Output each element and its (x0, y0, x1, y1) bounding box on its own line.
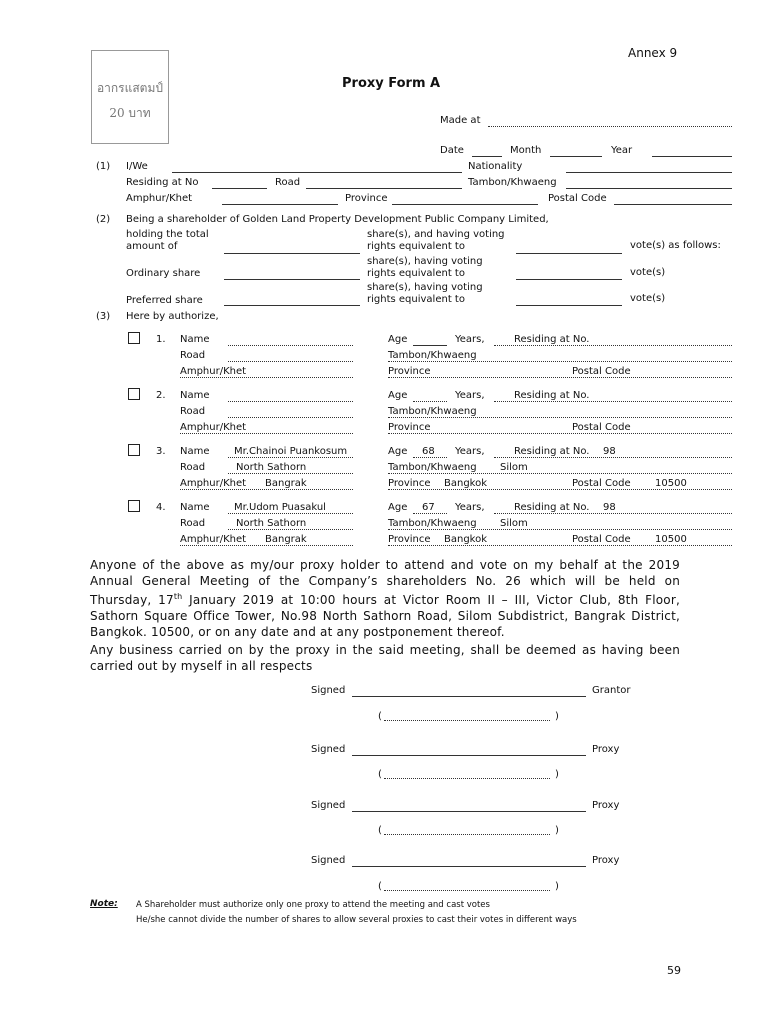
proxy-name-field-1[interactable] (384, 778, 550, 779)
proxy-3-number: 3. (156, 446, 166, 457)
meeting-paragraph-text-a: Anyone of the above as my/our proxy holder to attend and vote on my behalf at the 2019 Annual General Meeting of the Company’s shareholders No. 26 which will be held on Thursday, 17 (90, 558, 680, 607)
proxy-4-residing-field[interactable] (494, 513, 732, 514)
proxy-4-amphur-field[interactable] (180, 545, 353, 546)
proxy-role-label-1: Proxy (592, 744, 620, 755)
proxy-1-name-field[interactable] (228, 345, 353, 346)
proxy-3-residing-field[interactable] (494, 457, 732, 458)
proxy-2-province-label: Province (388, 422, 431, 433)
name-open-paren-1: ( (378, 711, 382, 722)
proxy-3-age-value: 68 (422, 446, 435, 457)
residing-label: Residing at No (126, 177, 199, 188)
preferred-share-label: Preferred share (126, 295, 203, 306)
preferred-shares-field[interactable] (224, 305, 360, 306)
proxy-signature-field-1[interactable] (352, 755, 586, 756)
proxy-1-checkbox[interactable] (128, 332, 140, 344)
proxy-4-road-value: North Sathorn (236, 518, 307, 529)
proxy-1-residing-field[interactable] (494, 345, 732, 346)
proxy-3-amphur-value: Bangrak (265, 478, 307, 489)
month-label: Month (510, 145, 542, 156)
proxy-3-tambon-label: Tambon/Khwaeng (388, 462, 477, 473)
nationality-label: Nationality (468, 161, 523, 172)
note-label: Note: (90, 899, 118, 909)
road-label: Road (275, 177, 301, 188)
proxy-3-postal-label: Postal Code (572, 478, 631, 489)
proxy-2-postal-label: Postal Code (572, 422, 631, 433)
proxy-4-name-label: Name (180, 502, 210, 513)
nationality-field[interactable] (566, 172, 732, 173)
grantor-signature-field[interactable] (352, 696, 586, 697)
proxy-4-name-field[interactable] (228, 513, 353, 514)
proxy-3-residing-value: 98 (603, 446, 616, 457)
ordinary-shares-field[interactable] (224, 279, 360, 280)
proxy-4-residing-label: Residing at No. (514, 502, 590, 513)
meeting-paragraph-sup: th (173, 592, 183, 601)
shares-a-line2: rights equivalent to (367, 241, 465, 252)
proxy-3-tambon-value: Silom (500, 462, 528, 473)
revenue-stamp-box (91, 50, 169, 144)
proxy-4-tambon-value: Silom (500, 518, 528, 529)
proxy-1-postal-label: Postal Code (572, 366, 631, 377)
votes-b-label: vote(s) (630, 267, 666, 278)
proxy-1-amphur-label: Amphur/Khet (180, 366, 247, 377)
preferred-votes-field[interactable] (516, 305, 622, 306)
proxy-4-province-label: Province (388, 534, 431, 545)
page-title: Proxy Form A (342, 76, 441, 91)
proxy-3-name-field[interactable] (228, 457, 353, 458)
section2-number: (2) (96, 214, 111, 225)
shares-b-line1: share(s), having voting (367, 256, 483, 267)
proxy-1-years-label: Years, (455, 334, 485, 345)
made-at-field[interactable] (488, 126, 732, 127)
proxy-4-amphur-label: Amphur/Khet (180, 534, 247, 545)
proxy-4-age-value: 67 (422, 502, 435, 513)
proxy-signature-field-2[interactable] (352, 811, 586, 812)
name-close-paren-2: ) (555, 769, 559, 780)
shareholder-statement: Being a shareholder of Golden Land Property Development Public Company Limited, (126, 214, 549, 225)
proxy-1-amphur-field[interactable] (180, 377, 353, 378)
proxy-3-name-label: Name (180, 446, 210, 457)
proxy-4-years-label: Years, (455, 502, 485, 513)
proxy-1-road-field[interactable] (228, 361, 353, 362)
proxy-name-field-3[interactable] (384, 890, 550, 891)
proxy-2-name-field[interactable] (228, 401, 353, 402)
proxy-4-number: 4. (156, 502, 166, 513)
proxy-2-number: 2. (156, 390, 166, 401)
proxy-1-province-label: Province (388, 366, 431, 377)
grantor-name-field[interactable] (384, 720, 550, 721)
proxy-3-residing-label: Residing at No. (514, 446, 590, 457)
month-field[interactable] (550, 156, 602, 157)
proxy-4-postal-value: 10500 (655, 534, 687, 545)
made-at-label: Made at (440, 115, 481, 126)
section3-number: (3) (96, 311, 111, 322)
ordinary-share-label: Ordinary share (126, 268, 201, 279)
note-line-2: He/she cannot divide the number of shares to allow several proxies to cast their votes in different ways (136, 915, 577, 925)
note-line-1: A Shareholder must authorize only one proxy to attend the meeting and cast votes (136, 900, 490, 910)
name-open-paren-4: ( (378, 881, 382, 892)
shares-a-line1: share(s), and having voting (367, 229, 505, 240)
stamp-text-line2: 20 บาท (109, 106, 151, 120)
proxy-role-label-3: Proxy (592, 855, 620, 866)
proxy-3-road-value: North Sathorn (236, 462, 307, 473)
road-field[interactable] (306, 188, 462, 189)
proxy-4-name-value: Mr.Udom Puasakul (234, 502, 326, 513)
business-paragraph: Any business carried on by the proxy in the said meeting, shall be deemed as having been carried out by myself in all respects (90, 643, 680, 673)
signed-label-1: Signed (311, 685, 346, 696)
proxy-1-residing-label: Residing at No. (514, 334, 590, 345)
date-label: Date (440, 145, 464, 156)
proxy-4-amphur-value: Bangrak (265, 534, 307, 545)
stamp-text-line1: อากรแสตมป์ (96, 81, 164, 95)
name-open-paren-2: ( (378, 769, 382, 780)
proxy-4-tambon-field[interactable] (388, 529, 732, 530)
proxy-1-number: 1. (156, 334, 166, 345)
residing-field[interactable] (212, 188, 267, 189)
proxy-2-road-field[interactable] (228, 417, 353, 418)
proxy-4-age-label: Age (388, 502, 408, 513)
proxy-2-age-label: Age (388, 390, 408, 401)
proxy-3-amphur-field[interactable] (180, 489, 353, 490)
proxy-4-residing-value: 98 (603, 502, 616, 513)
proxy-2-road-label: Road (180, 406, 206, 417)
votes-c-label: vote(s) (630, 293, 666, 304)
amphur-field[interactable] (222, 204, 338, 205)
iwe-label: I/We (126, 161, 148, 172)
proxy-2-tambon-field[interactable] (388, 417, 732, 418)
proxy-3-age-label: Age (388, 446, 408, 457)
proxy-3-road-label: Road (180, 462, 206, 473)
proxy-1-age-label: Age (388, 334, 408, 345)
proxy-name-field-2[interactable] (384, 834, 550, 835)
annex-label: Annex 9 (628, 46, 678, 60)
proxy-3-years-label: Years, (455, 446, 485, 457)
proxy-3-tambon-field[interactable] (388, 473, 732, 474)
ordinary-votes-field[interactable] (516, 279, 622, 280)
proxy-1-province-field[interactable] (388, 377, 732, 378)
proxy-3-province-label: Province (388, 478, 431, 489)
name-open-paren-3: ( (378, 825, 382, 836)
year-field[interactable] (652, 156, 732, 157)
signed-label-4: Signed (311, 855, 346, 866)
tambon-field[interactable] (566, 188, 732, 189)
amphur-label: Amphur/Khet (126, 193, 193, 204)
date-field[interactable] (472, 156, 502, 157)
proxy-2-residing-field[interactable] (494, 401, 732, 402)
postal-field[interactable] (614, 204, 732, 205)
proxy-2-name-label: Name (180, 390, 210, 401)
page-number: 59 (667, 964, 681, 977)
iwe-field[interactable] (172, 172, 462, 173)
proxy-1-tambon-label: Tambon/Khwaeng (388, 350, 477, 361)
proxy-2-tambon-label: Tambon/Khwaeng (388, 406, 477, 417)
proxy-4-tambon-label: Tambon/Khwaeng (388, 518, 477, 529)
holding-label-2: amount of (126, 241, 178, 252)
proxy-1-age-field[interactable] (413, 345, 447, 346)
proxy-3-province-field[interactable] (388, 489, 732, 490)
proxy-1-tambon-field[interactable] (388, 361, 732, 362)
proxy-2-amphur-label: Amphur/Khet (180, 422, 247, 433)
proxy-1-name-label: Name (180, 334, 210, 345)
tambon-label: Tambon/Khwaeng (468, 177, 557, 188)
proxy-3-amphur-label: Amphur/Khet (180, 478, 247, 489)
province-field[interactable] (392, 204, 538, 205)
meeting-paragraph-text-b: January 2019 at 10:00 hours at Victor Room II – III, Victor Club, 8th Floor, Sathorn Square Office Tower, No.98 North Sathorn Road, Silom Subdistrict, Bangrak District, Bangkok. 10500, or on any date and at any postponement thereof. (90, 593, 680, 639)
signed-label-3: Signed (311, 800, 346, 811)
proxy-2-checkbox[interactable] (128, 388, 140, 400)
proxy-3-checkbox[interactable] (128, 444, 140, 456)
total-shares-field[interactable] (224, 253, 360, 254)
proxy-2-province-field[interactable] (388, 433, 732, 434)
shares-c-line2: rights equivalent to (367, 294, 465, 305)
proxy-2-age-field[interactable] (413, 401, 447, 402)
proxy-4-road-field[interactable] (228, 529, 353, 530)
grantor-label: Grantor (592, 685, 631, 696)
proxy-3-age-field[interactable] (413, 457, 447, 458)
province-label: Province (345, 193, 388, 204)
name-close-paren-3: ) (555, 825, 559, 836)
proxy-2-years-label: Years, (455, 390, 485, 401)
name-close-paren-4: ) (555, 881, 559, 892)
proxy-1-road-label: Road (180, 350, 206, 361)
votes-a-label: vote(s) as follows: (630, 240, 721, 251)
proxy-role-label-2: Proxy (592, 800, 620, 811)
proxy-signature-field-3[interactable] (352, 866, 586, 867)
postal-label: Postal Code (548, 193, 607, 204)
proxy-3-road-field[interactable] (228, 473, 353, 474)
proxy-4-province-value: Bangkok (444, 534, 488, 545)
proxy-3-province-value: Bangkok (444, 478, 488, 489)
total-votes-field[interactable] (516, 253, 622, 254)
proxy-4-age-field[interactable] (413, 513, 447, 514)
year-label: Year (611, 145, 633, 156)
meeting-paragraph (90, 557, 680, 640)
proxy-4-road-label: Road (180, 518, 206, 529)
proxy-2-residing-label: Residing at No. (514, 390, 590, 401)
shares-c-line1: share(s), having voting (367, 282, 483, 293)
proxy-3-postal-value: 10500 (655, 478, 687, 489)
proxy-4-checkbox[interactable] (128, 500, 140, 512)
signed-label-2: Signed (311, 744, 346, 755)
proxy-4-province-field[interactable] (388, 545, 732, 546)
proxy-2-amphur-field[interactable] (180, 433, 353, 434)
name-close-paren-1: ) (555, 711, 559, 722)
shares-b-line2: rights equivalent to (367, 268, 465, 279)
proxy-4-postal-label: Postal Code (572, 534, 631, 545)
section1-number: (1) (96, 161, 111, 172)
proxy-3-name-value: Mr.Chainoi Puankosum (234, 446, 348, 457)
holding-label-1: holding the total (126, 229, 209, 240)
authorize-label: Here by authorize, (126, 311, 219, 322)
